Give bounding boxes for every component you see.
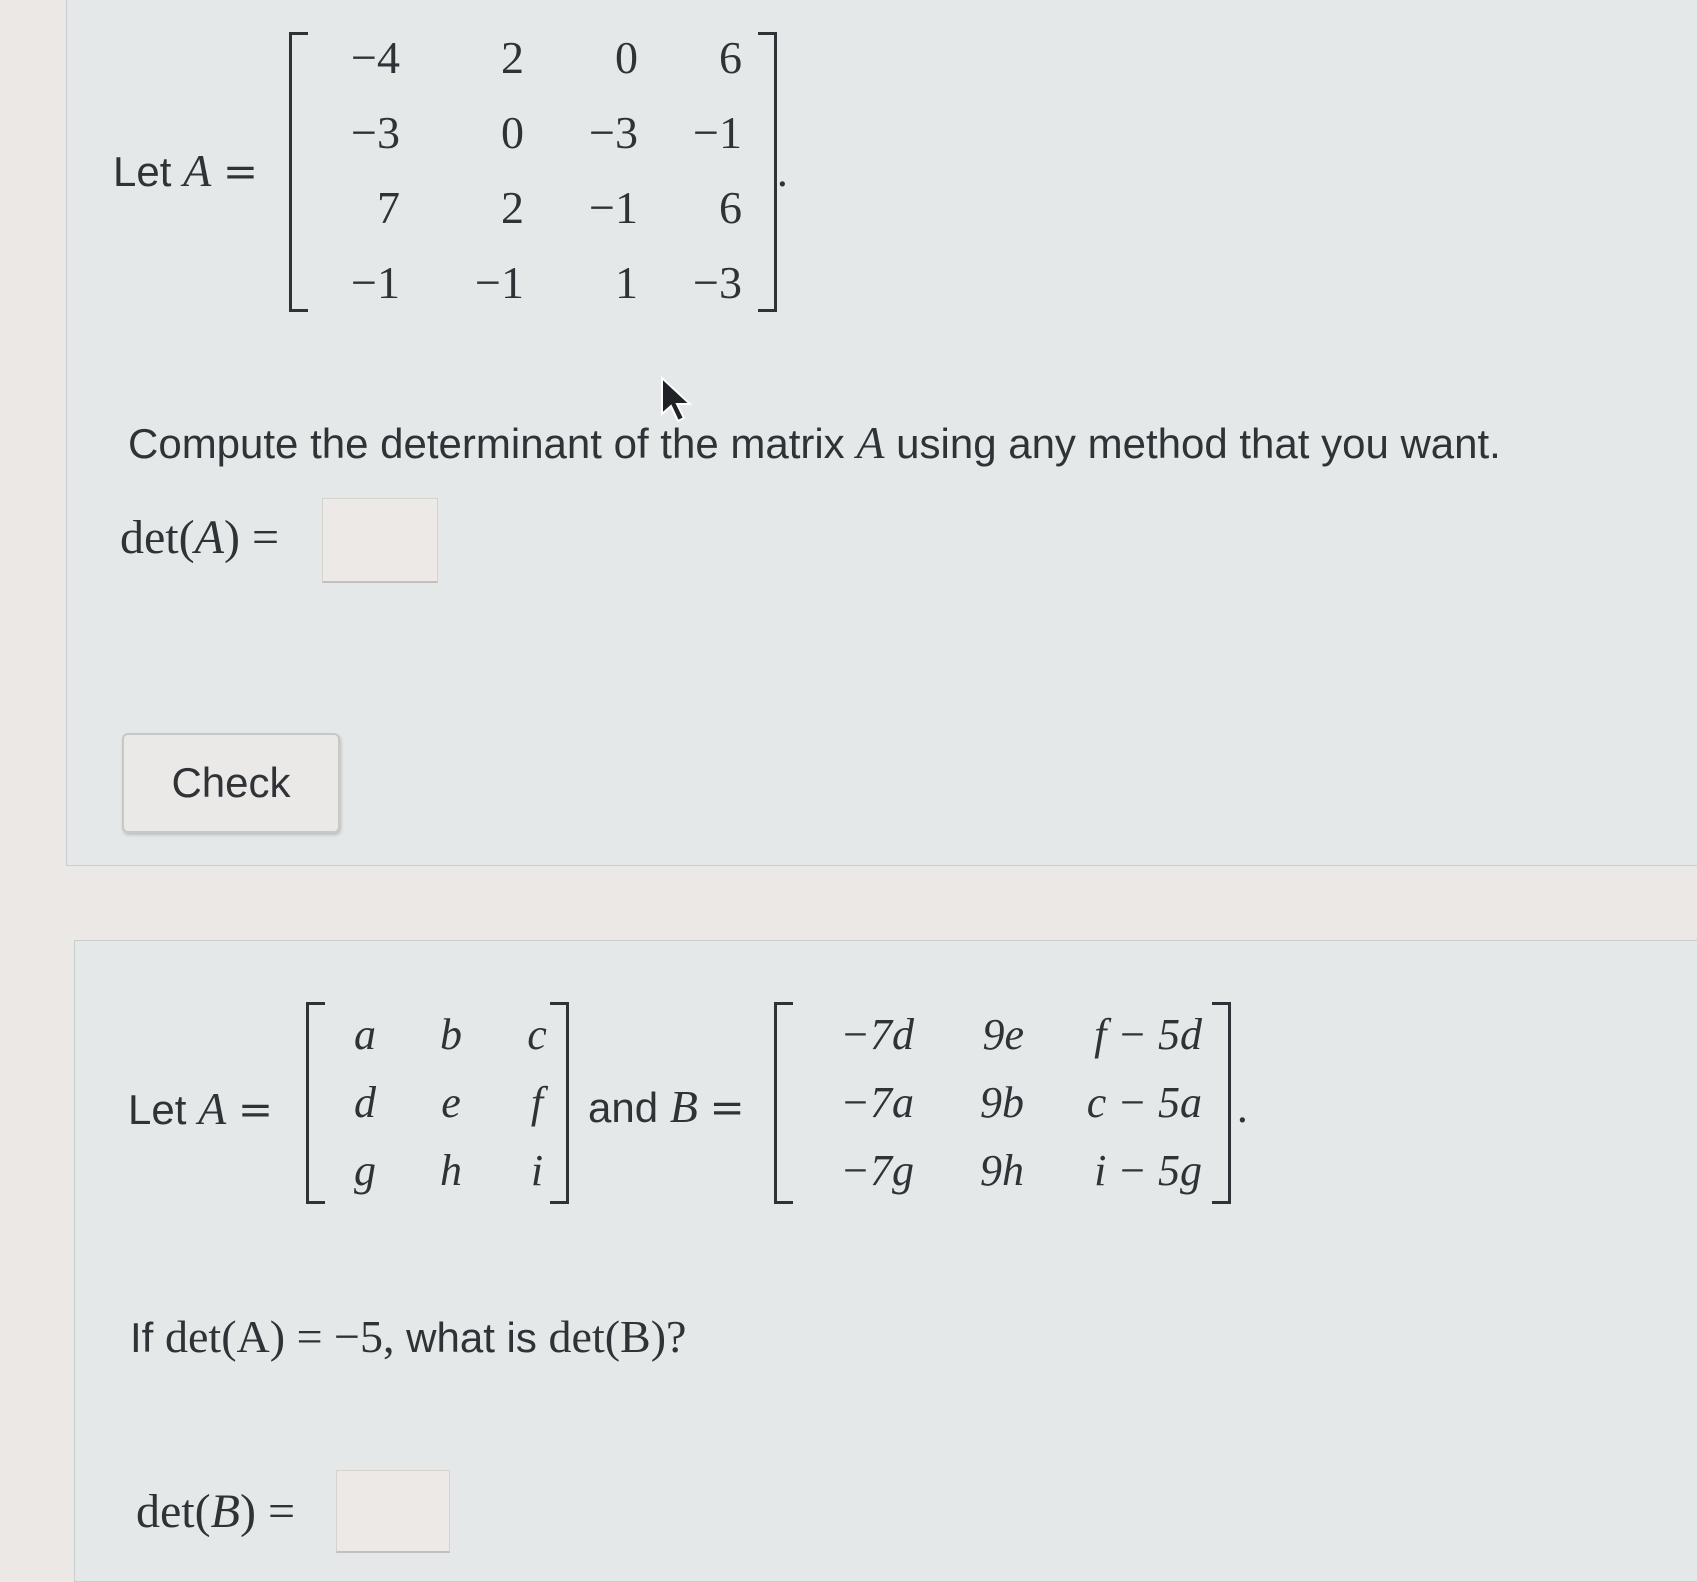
question-what: what is [406,1314,537,1361]
matrix-cell: i − 5g [1094,1145,1202,1195]
matrix-cell: 9b [980,1077,1024,1127]
matrix-cell: 9h [980,1145,1024,1195]
det-prefix: det( [120,511,195,564]
matrix-cell: 6 [719,182,742,233]
matrix-cell: c [527,1009,547,1059]
matrix-cell: −3 [693,257,742,308]
instruction-var: A [856,417,885,468]
matrix-cell: f [530,1077,544,1127]
matrix-cell: e [441,1077,461,1127]
det-var: A [194,511,224,564]
check-button[interactable]: Check [122,733,340,833]
matrix-a-4x4 [300,20,762,320]
matrix-cell: 6 [719,32,742,83]
let-text: Let [128,1086,187,1133]
det-var: B [210,1485,240,1538]
instruction-before: Compute the determinant of the matrix [128,420,845,467]
question-if: If [130,1314,154,1361]
matrix-cell: f − 5d [1094,1009,1202,1059]
matrix-b-name: B [669,1081,698,1132]
matrix-cell: −1 [693,107,742,158]
question-condition: det(A) = −5, [165,1311,395,1362]
matrix-a-name: A [198,1083,227,1134]
det-b-label [136,1484,295,1539]
matrix-cell: −7a [840,1077,914,1127]
equals-sign: = [709,1083,745,1132]
matrix-cell: b [440,1009,462,1059]
matrix-b-right-bracket [1212,1002,1231,1204]
equals-sign: = [222,147,259,196]
matrix-cell: 0 [615,32,638,83]
det-a-answer-input[interactable] [322,498,438,583]
matrix-cell: 0 [501,107,524,158]
matrix-cell: −3 [589,107,638,158]
matrix-cell: 2 [501,182,524,233]
matrix-cell: −7d [840,1009,914,1059]
equals-sign: = [237,1085,274,1134]
matrix-cell: 2 [501,32,524,83]
det-b-answer-input[interactable] [336,1470,450,1553]
matrix-b-3x3 [790,1000,1210,1204]
and-b-label [588,1080,745,1133]
matrix-cell: −1 [351,257,400,308]
problem-1-let-label [113,144,258,197]
matrix-b-period: . [1236,1086,1249,1132]
matrix-cell: a [354,1009,376,1059]
det-suffix: ) = [239,1485,296,1538]
matrix-cell: h [440,1145,462,1195]
matrix-cell: −7g [840,1145,914,1195]
matrix-cell: −1 [589,182,638,233]
instruction-text [128,416,1501,469]
det-suffix: ) = [223,511,280,564]
matrix-cell: −3 [351,107,400,158]
matrix-a-period: . [776,150,789,196]
det-a-label [120,510,279,565]
question-text [130,1310,686,1363]
matrix-a-3x3 [322,1000,566,1204]
let-text: Let [113,148,172,195]
matrix-cell: i [530,1145,544,1195]
matrix-cell: −1 [475,257,524,308]
matrix-cell: c − 5a [1086,1077,1202,1127]
matrix-cell: g [354,1145,376,1195]
matrix-a-name: A [183,145,212,196]
matrix-cell: 9e [982,1009,1024,1059]
matrix-cell: d [354,1077,376,1127]
mouse-pointer-icon [660,376,694,424]
question-target: det(B)? [548,1311,687,1362]
matrix-cell: 1 [615,257,638,308]
and-text: and [588,1084,659,1131]
matrix-cell: −4 [351,32,400,83]
det-prefix: det( [136,1485,211,1538]
matrix-cell: 7 [377,182,400,233]
instruction-after: using any method that you want. [896,420,1501,467]
problem-2-let-label [128,1082,273,1135]
